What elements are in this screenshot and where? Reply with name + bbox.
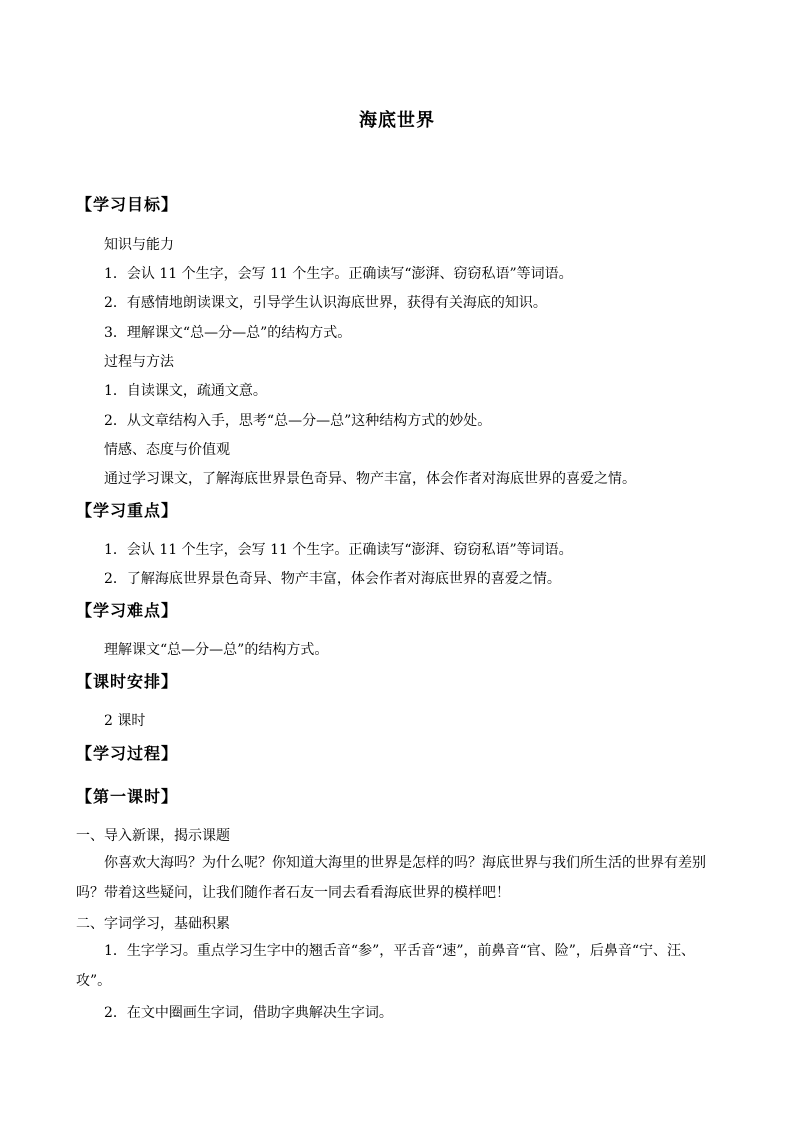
difficulty-text: 理解课文“总—分—总”的结构方式。 (104, 642, 329, 658)
heading-first-lesson: 【第一课时】 (76, 787, 179, 806)
knowledge-title: 知识与能力 (104, 237, 174, 253)
key-point-item: 2．了解海底世界景色奇异、物产丰富，体会作者对海底世界的喜爱之情。 (104, 571, 561, 587)
schedule-text: 2 课时 (104, 713, 146, 729)
process-item: 2．从文章结构入手，思考“总—分—总”这种结构方式的妙处。 (104, 413, 492, 429)
emotion-title: 情感、态度与价值观 (104, 442, 230, 458)
process-item: 1．自读课文，疏通文意。 (104, 383, 267, 399)
key-point-item: 1．会认 11 个生字，会写 11 个生字。正确读写“澎湃、窃窃私语”等词语。 (104, 542, 573, 558)
section-paragraph: 你喜欢大海吗？为什么呢？你知道大海里的世界是怎样的吗？海底世界与我们所生活的世界有差别吗？带着这些疑问，让我们随作者石友一同去看看海底世界的模样吧！ (76, 855, 706, 901)
emotion-text: 通过学习课文，了解海底世界景色奇异、物产丰富，体会作者对海底世界的喜爱之情。 (104, 471, 636, 487)
knowledge-item: 1．会认 11 个生字，会写 11 个生字。正确读写“澎湃、窃窃私语”等词语。 (104, 266, 573, 282)
page-title: 海底世界 (359, 110, 435, 131)
section-title: 二、字词学习，基础积累 (76, 916, 230, 932)
knowledge-item: 3．理解课文“总—分—总”的结构方式。 (104, 325, 352, 341)
heading-objectives: 【学习目标】 (76, 195, 179, 214)
knowledge-item: 2．有感情地朗读课文，引导学生认识海底世界，获得有关海底的知识。 (104, 295, 547, 311)
heading-difficulties: 【学习难点】 (76, 601, 179, 620)
heading-process: 【学习过程】 (76, 744, 179, 763)
section-item: 2．在文中圈画生字词，借助字典解决生字词。 (104, 1005, 393, 1021)
process-title: 过程与方法 (104, 354, 174, 370)
section-paragraph: 1．生字学习。重点学习生字中的翘舌音“参”，平舌音“速”，前鼻音“官、险”，后鼻音“宁、汪、攻”。 (76, 943, 696, 989)
section-title: 一、导入新课，揭示课题 (76, 828, 230, 844)
heading-key-points: 【学习重点】 (76, 501, 179, 520)
heading-schedule: 【课时安排】 (76, 672, 179, 691)
